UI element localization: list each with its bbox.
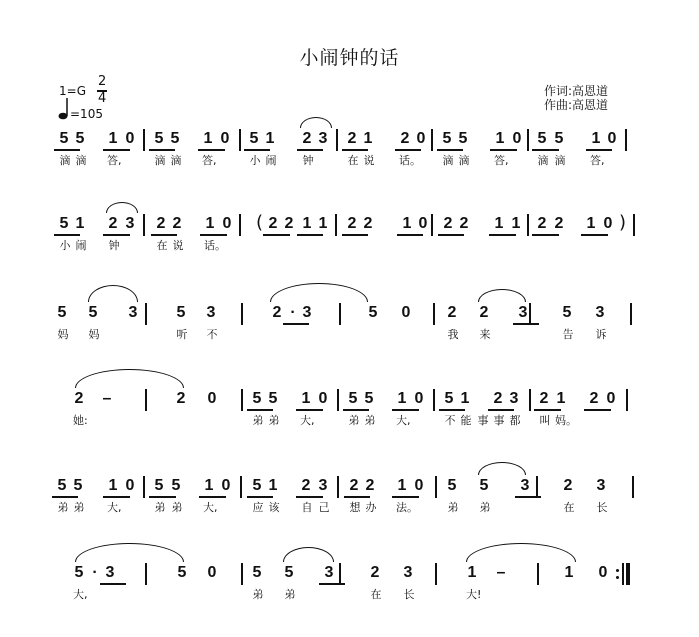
note: 0 (606, 390, 616, 407)
lyric: 来 (479, 328, 491, 341)
note: 2 (539, 390, 549, 407)
barline (537, 563, 539, 585)
beam (149, 149, 175, 151)
lyric: 滴 (154, 154, 166, 167)
barline (433, 303, 435, 325)
final-barline-thick (627, 563, 630, 585)
lyric: 弟 (154, 501, 166, 514)
note: 1 (460, 390, 470, 407)
lyric: 该 (268, 501, 280, 514)
beam (103, 496, 130, 498)
note: 5 (562, 304, 572, 321)
note: 0 (220, 130, 230, 147)
tie (300, 117, 332, 128)
beam (395, 149, 421, 151)
note: 5 (447, 477, 457, 494)
barline (435, 476, 437, 498)
note: 0 (221, 477, 231, 494)
note: 0 (512, 130, 522, 147)
note: 5 (73, 477, 83, 494)
note: 5 (154, 130, 164, 147)
note: 5 (59, 215, 69, 232)
beam (199, 496, 226, 498)
beam (343, 409, 369, 411)
beam (586, 149, 612, 151)
note: 3 (518, 304, 528, 321)
lyric: 办 (365, 501, 377, 514)
note: 5 (57, 304, 67, 321)
beam (198, 149, 225, 151)
lyric: 妈 (88, 328, 100, 341)
tie (88, 285, 138, 302)
barline (433, 389, 435, 411)
note: · (290, 304, 296, 321)
barline (241, 389, 243, 411)
beam (532, 149, 559, 151)
barline (239, 129, 241, 151)
note: 5 (368, 304, 378, 321)
final-barline (622, 563, 624, 585)
composer-credit: 作曲:高恩道 (544, 98, 609, 112)
note: 1 (397, 390, 407, 407)
barline (527, 129, 529, 151)
note: 1 (494, 215, 504, 232)
tie (478, 289, 526, 302)
lyric: 在 (347, 154, 359, 167)
lyric: 想 (349, 501, 361, 514)
lyric: 在 (370, 588, 382, 601)
lyric: 弟 (171, 501, 183, 514)
note: 5 (59, 130, 69, 147)
time-signature-top: 2 (98, 74, 107, 89)
note: 5 (170, 130, 180, 147)
note: 3 (520, 477, 530, 494)
lyric: 弟 (447, 501, 459, 514)
lyric: 钟 (302, 154, 314, 167)
note: 3 (302, 304, 312, 321)
lyric: 弟 (268, 414, 280, 427)
beam (490, 149, 517, 151)
lyric: 能 (460, 414, 472, 427)
beam (297, 149, 323, 151)
note: 1 (402, 215, 412, 232)
tie (106, 202, 138, 213)
lyric: 闹 (265, 154, 277, 167)
beam (54, 149, 80, 151)
note: 2 (349, 477, 359, 494)
note: 5 (154, 477, 164, 494)
note: 5 (364, 390, 374, 407)
note: 0 (318, 390, 328, 407)
beam (296, 496, 323, 498)
note: 5 (442, 130, 452, 147)
note: 0 (607, 130, 617, 147)
lyric: 事 (493, 414, 505, 427)
lyric: 我 (447, 328, 459, 341)
key-signature: 1=G (59, 84, 86, 98)
beam (439, 409, 465, 411)
note: 2 (443, 215, 453, 232)
note: 1 (397, 477, 407, 494)
lyric: 告 (562, 328, 574, 341)
lyric: 钟 (108, 239, 120, 252)
note: 1 (204, 477, 214, 494)
note: 1 (564, 564, 574, 581)
lyric: 她: (73, 414, 88, 427)
note: 3 (596, 477, 606, 494)
note: 2 (400, 130, 410, 147)
lyric: 大, (396, 414, 411, 427)
barline (529, 303, 531, 325)
note: 5 (284, 564, 294, 581)
repeat-dot (616, 576, 619, 579)
lyric: 弟 (73, 501, 85, 514)
note: 2 (108, 215, 118, 232)
note: 2 (268, 215, 278, 232)
note: 5 (75, 130, 85, 147)
lyric: 大, (73, 588, 88, 601)
lyricist-credit: 作词:高恩道 (544, 84, 609, 98)
beam (247, 409, 273, 411)
lyric: 答, (590, 154, 605, 167)
lyric: 滴 (59, 154, 71, 167)
note: 5 (252, 390, 262, 407)
barline (529, 389, 531, 411)
note: 5 (176, 304, 186, 321)
song-title: 小闹钟的话 (299, 47, 400, 69)
lyric: 在 (156, 239, 168, 252)
barline (339, 563, 341, 585)
lyric: 妈。 (555, 414, 577, 427)
repeat-dot (616, 569, 619, 572)
note: 1 (301, 390, 311, 407)
barline (241, 563, 243, 585)
lyric: 闹 (75, 239, 87, 252)
note: 5 (479, 477, 489, 494)
lyric: 弟 (57, 501, 69, 514)
beam (342, 149, 368, 151)
note: 2 (301, 477, 311, 494)
note: 0 (418, 215, 428, 232)
lyric: 己 (318, 501, 330, 514)
lyric: 话。 (399, 154, 421, 167)
lyric: 长 (403, 588, 415, 601)
note: 1 (108, 130, 118, 147)
beam (100, 583, 126, 585)
note: 5 (88, 304, 98, 321)
beam (513, 323, 539, 325)
beam (103, 234, 130, 236)
lyric: 大, (203, 501, 218, 514)
note: 5 (537, 130, 547, 147)
lyric: 滴 (554, 154, 566, 167)
note: 1 (108, 477, 118, 494)
barline (143, 214, 145, 236)
note: 0 (414, 477, 424, 494)
note: 3 (318, 477, 328, 494)
lyric: 大, (300, 414, 315, 427)
note: 2 (347, 130, 357, 147)
note: 3 (324, 564, 334, 581)
tie (270, 283, 368, 302)
note: 2 (156, 215, 166, 232)
lyric: 事 (477, 414, 489, 427)
beam (247, 496, 273, 498)
lyric: 应 (252, 501, 264, 514)
note: 1 (203, 130, 213, 147)
lyric: 弟 (284, 588, 296, 601)
tie (466, 543, 576, 562)
note: 0 (125, 130, 135, 147)
note: 2 (563, 477, 573, 494)
note: 2 (172, 215, 182, 232)
note: – (102, 390, 112, 407)
note: 2 (554, 215, 564, 232)
barline (143, 476, 145, 498)
note: · (92, 564, 98, 581)
note: 2 (479, 304, 489, 321)
beam (297, 234, 323, 236)
barline (145, 389, 147, 411)
note: – (496, 564, 506, 581)
time-signature-bottom: 4 (98, 91, 107, 106)
beam (54, 234, 80, 236)
note: 3 (403, 564, 413, 581)
barline (240, 476, 242, 498)
lyric: 说 (172, 239, 184, 252)
note: 5 (252, 564, 262, 581)
note: 5 (57, 477, 67, 494)
beam (515, 496, 541, 498)
lyric: 自 (301, 501, 313, 514)
beam (392, 409, 419, 411)
beam (244, 149, 270, 151)
tie (75, 369, 184, 388)
note: 1 (556, 390, 566, 407)
lyric: 诉 (595, 328, 607, 341)
tie (75, 543, 184, 562)
lyric: 说 (363, 154, 375, 167)
note: 1 (363, 130, 373, 147)
note: 5 (74, 564, 84, 581)
note: 5 (249, 130, 259, 147)
paren-symbol: ( (256, 212, 264, 233)
beam (437, 149, 463, 151)
note: 3 (105, 564, 115, 581)
note: 0 (603, 215, 613, 232)
lyric: 叫 (539, 414, 551, 427)
barline (435, 563, 437, 585)
beam (149, 496, 176, 498)
tie (478, 462, 526, 475)
note: 0 (207, 390, 217, 407)
tempo-marking: =105 (70, 107, 103, 121)
note: 5 (554, 130, 564, 147)
beam (342, 234, 368, 236)
barline (536, 476, 538, 498)
barline (625, 129, 627, 151)
beam (263, 234, 290, 236)
note: 0 (598, 564, 608, 581)
note: 2 (272, 304, 282, 321)
lyric: 弟 (252, 414, 264, 427)
barline (337, 389, 339, 411)
lyric: 滴 (75, 154, 87, 167)
note: 2 (537, 215, 547, 232)
lyric: 长 (596, 501, 608, 514)
note: 3 (206, 304, 216, 321)
beam (489, 234, 516, 236)
note: 2 (459, 215, 469, 232)
note: 5 (268, 390, 278, 407)
beam (532, 234, 559, 236)
beam (397, 234, 423, 236)
beam (319, 583, 345, 585)
note: 2 (493, 390, 503, 407)
note: 1 (318, 215, 328, 232)
note: 2 (302, 130, 312, 147)
beam (283, 323, 309, 325)
barline (431, 214, 433, 236)
barline (239, 214, 241, 236)
beam (534, 409, 561, 411)
lyric: 弟 (252, 588, 264, 601)
lyric: 不 (444, 414, 456, 427)
note: 2 (370, 564, 380, 581)
note: 1 (205, 215, 215, 232)
note: 3 (128, 304, 138, 321)
note: 5 (177, 564, 187, 581)
note: 1 (75, 215, 85, 232)
beam (581, 234, 608, 236)
lyric: 妈 (57, 328, 69, 341)
barline (337, 476, 339, 498)
note: 1 (511, 215, 521, 232)
note: 0 (416, 130, 426, 147)
lyric: 答, (202, 154, 217, 167)
lyric: 大, (107, 501, 122, 514)
note: 2 (363, 215, 373, 232)
barline (626, 389, 628, 411)
note: 2 (347, 215, 357, 232)
barline (241, 303, 243, 325)
note: 2 (589, 390, 599, 407)
note: 3 (125, 215, 135, 232)
barline (527, 214, 529, 236)
lyric: 法。 (396, 501, 418, 514)
barline (145, 303, 147, 325)
barline (431, 129, 433, 151)
beam (392, 496, 419, 498)
note: 1 (495, 130, 505, 147)
beam (584, 409, 611, 411)
note: 2 (74, 390, 84, 407)
note: 1 (302, 215, 312, 232)
barline (335, 214, 337, 236)
note: 1 (591, 130, 601, 147)
beam (344, 496, 370, 498)
note: 1 (268, 477, 278, 494)
note: 5 (171, 477, 181, 494)
note: 5 (348, 390, 358, 407)
beam (296, 409, 323, 411)
note: 2 (365, 477, 375, 494)
note: 2 (176, 390, 186, 407)
lyric: 话。 (204, 239, 226, 252)
beam (438, 234, 464, 236)
note: 5 (252, 477, 262, 494)
lyric: 滴 (458, 154, 470, 167)
lyric: 滴 (537, 154, 549, 167)
note: 2 (284, 215, 294, 232)
note: 3 (595, 304, 605, 321)
barline (336, 129, 338, 151)
lyric: 小 (59, 239, 71, 252)
note: 0 (125, 477, 135, 494)
beam (488, 409, 514, 411)
lyric: 滴 (442, 154, 454, 167)
barline (145, 563, 147, 585)
lyric: 不 (206, 328, 218, 341)
lyric: 都 (509, 414, 521, 427)
note: 2 (447, 304, 457, 321)
lyric: 滴 (170, 154, 182, 167)
lyric: 弟 (364, 414, 376, 427)
tie (283, 547, 334, 562)
note: 5 (458, 130, 468, 147)
lyric: 答, (107, 154, 122, 167)
lyric: 在 (563, 501, 575, 514)
barline (633, 214, 635, 236)
note: 5 (444, 390, 454, 407)
note: 1 (467, 564, 477, 581)
lyric: 弟 (348, 414, 360, 427)
lyric: 小 (249, 154, 261, 167)
beam (103, 149, 130, 151)
barline (630, 303, 632, 325)
lyric: 弟 (479, 501, 491, 514)
lyric: 答, (494, 154, 509, 167)
note: 0 (401, 304, 411, 321)
barline (143, 129, 145, 151)
note: 1 (586, 215, 596, 232)
paren-symbol: ) (619, 212, 627, 233)
quarter-note-icon (58, 96, 70, 122)
note: 3 (509, 390, 519, 407)
note: 0 (222, 215, 232, 232)
note: 1 (265, 130, 275, 147)
barline (632, 476, 634, 498)
lyric: 听 (176, 328, 188, 341)
note: 0 (414, 390, 424, 407)
barline (339, 303, 341, 325)
lyric: 大! (466, 588, 482, 601)
beam (52, 496, 78, 498)
note: 0 (207, 564, 217, 581)
note: 3 (318, 130, 328, 147)
beam (200, 234, 227, 236)
beam (151, 234, 177, 236)
